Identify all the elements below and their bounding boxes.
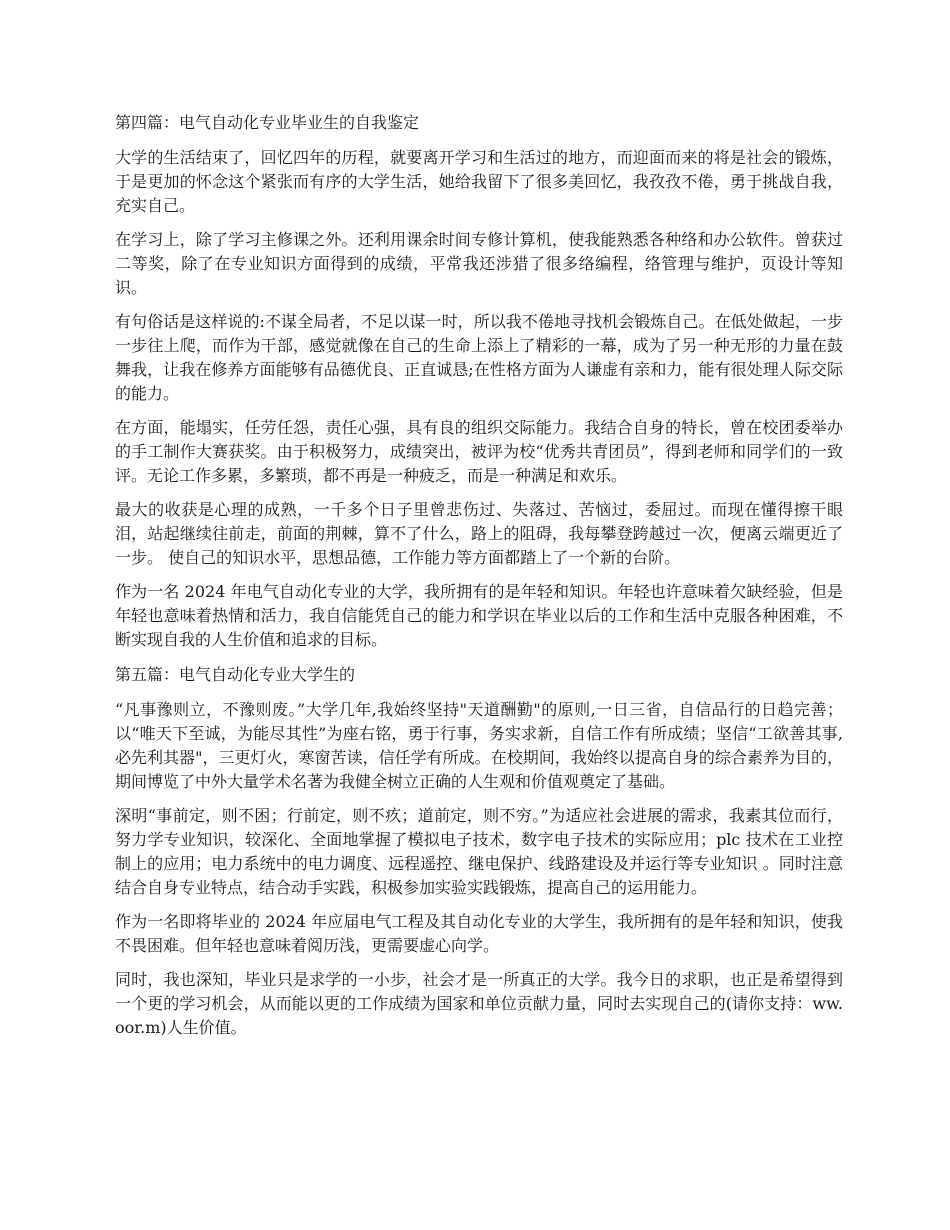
paragraph-7: “凡事豫则立，不豫则废。”大学几年,我始终坚持"天道酬勤"的原则,一日三省，自信品行的日趋完善；以“唯天下至诚，为能尽其性”为座右铭，勇于行事，务实求新，自信工作有所成绩；坚信“工欲善其事,必先利其器"，三更灯火，寒窗苦读，信任学有所成。在校期间，我始终以提高自身的综合素养为目的，期间博览了中外大量学术名著为我健全树立正确的人生观和价值观奠定了基础。	[115, 700, 843, 791]
paragraph-3: 有句俗话是这样说的:不谋全局者，不足以谋一时，所以我不倦地寻找机会锻炼自己。在低处做起，一步一步往上爬，而作为干部，感觉就像在自己的生命上添上了精彩的一幕，成为了另一种无形的力量在鼓舞我，让我在修养方面能够有品德优良、正直诚恳;在性格方面为人谦虚有亲和力，能有很处理人际交际的能力。	[115, 312, 843, 403]
document-body	[115, 110, 843, 1050]
paragraph-2: 在学习上，除了学习主修课之外。还利用课余时间专修计算机，使我能熟悉各种络和办公软件。曾获过二等奖，除了在专业知识方面得到的成绩，平常我还涉猎了很多络编程，络管理与维护，页设计等知识。	[115, 230, 843, 297]
paragraph-6: 作为一名 2024 年电气自动化专业的大学，我所拥有的是年轻和知识。年轻也许意味着欠缺经验，但是年轻也意味着热情和活力，我自信能凭自己的能力和学识在毕业以后的工作和生活中克服各种困难，不断实现自我的人生价值和追求的目标。	[115, 582, 843, 649]
paragraph-9: 作为一名即将毕业的 2024 年应届电气工程及其自动化专业的大学生，我所拥有的是年轻和知识，使我不畏困难。但年轻也意味着阅历浅，更需要虚心向学。	[115, 912, 843, 955]
paragraph-8: 深明“事前定，则不困；行前定，则不疚；道前定，则不穷。”为适应社会进展的需求，我素其位而行，努力学专业知识，较深化、全面地掌握了模拟电子技术，数字电子技术的实际应用；plc 技术在工业控制上的应用；电力系统中的电力调度、远程遥控、继电保护、线路建设及并运行等专业知识 。同时注意结合自身专业特点，结合动手实践，积极参加实验实践锻炼，提高自己的运用能力。	[115, 806, 843, 897]
paragraph-4: 在方面，能塌实，任劳任怨，责任心强，具有良的组织交际能力。我结合自身的特长，曾在校团委举办的手工制作大赛获奖。由于积极努力，成绩突出，被评为校“优秀共青团员”，得到老师和同学们的一致评。无论工作多累，多繁琐，都不再是一种疲乏，而是一种满足和欢乐。	[115, 418, 843, 485]
paragraph-5: 最大的收获是心理的成熟，一千多个日子里曾悲伤过、失落过、苦恼过，委屈过。而现在懂得擦干眼泪，站起继续往前走，前面的荆棘，算不了什么，路上的阻碍，我每攀登跨越过一次，便离云端更近了一步。 使自己的知识水平，思想品德，工作能力等方面都踏上了一个新的台阶。	[115, 500, 843, 567]
section-heading-5: 第五篇：电气自动化专业大学生的	[115, 665, 356, 684]
paragraph-10: 同时，我也深知，毕业只是求学的一小步，社会才是一所真正的大学。我今日的求职，也正是希望得到一个更的学习机会，从而能以更的工作成绩为国家和单位贡献力量，同时去实现自己的(请你支持：ww.oor.m)人生价值。	[115, 970, 843, 1037]
paragraph-1: 大学的生活结束了，回忆四年的历程，就要离开学习和生活过的地方，而迎面而来的将是社会的锻炼，于是更加的怀念这个紧张而有序的大学生活，她给我留下了很多美回忆，我孜孜不倦，勇于挑战自我，充实自己。	[115, 148, 843, 215]
section-heading-4: 第四篇：电气自动化专业毕业生的自我鉴定	[115, 113, 420, 132]
